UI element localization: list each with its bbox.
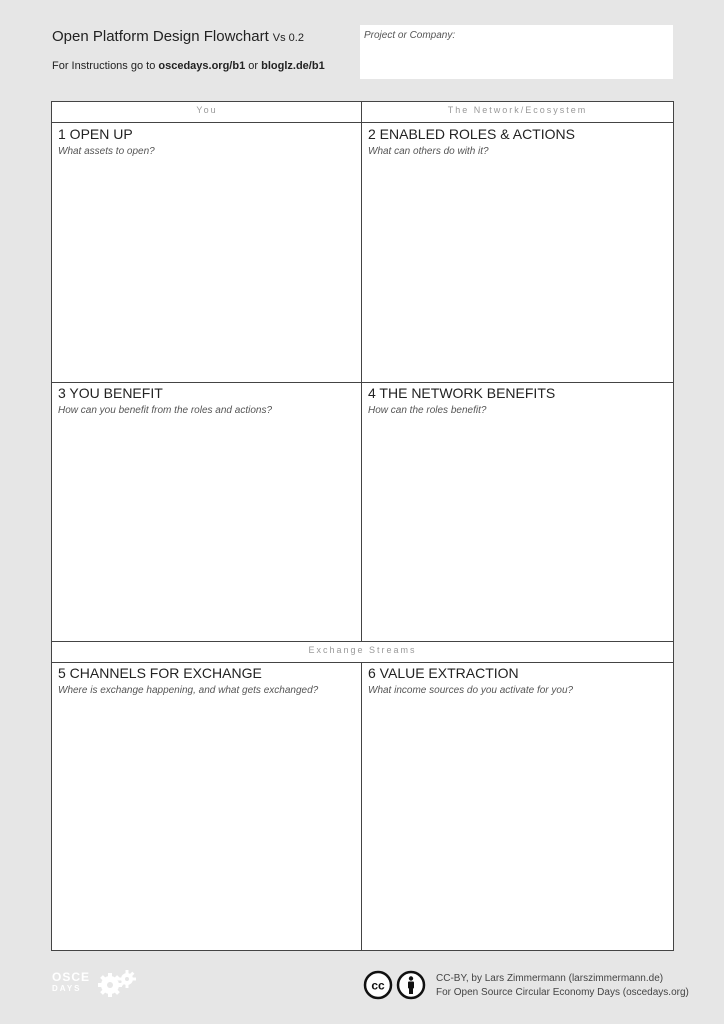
cell-enabled-roles[interactable]	[368, 126, 666, 376]
cell-question: What income sources do you activate for you?	[368, 685, 574, 696]
cell-question: How can you benefit from the roles and actions?	[58, 405, 273, 416]
cell-channels-exchange[interactable]	[58, 665, 354, 945]
cell-title: 3 YOU BENEFIT	[58, 385, 163, 401]
column-header-you: You	[196, 105, 218, 115]
title-text: Open Platform Design Flowchart	[52, 28, 269, 45]
cell-title: 6 VALUE EXTRACTION	[368, 665, 519, 681]
cell-network-benefits[interactable]	[368, 385, 666, 635]
cc-by-icons	[363, 970, 427, 1000]
project-field[interactable]	[360, 25, 673, 79]
logo-line-2: DAYS	[52, 984, 82, 993]
instructions-line	[52, 60, 325, 72]
attribution-person-icon	[398, 972, 424, 998]
cell-you-benefit[interactable]	[58, 385, 354, 635]
divider	[361, 662, 362, 950]
logo-text	[52, 971, 90, 995]
cell-question: What can others do with it?	[368, 146, 489, 157]
cc-icon	[365, 972, 391, 998]
divider	[52, 662, 673, 663]
cell-question: What assets to open?	[58, 146, 155, 157]
flowchart-grid	[51, 101, 674, 951]
page-title	[52, 28, 304, 45]
svg-text:cc: cc	[371, 978, 385, 993]
cell-title: 2 ENABLED ROLES & ACTIONS	[368, 126, 575, 142]
cell-title: 1 OPEN UP	[58, 126, 133, 142]
bloglz-link[interactable]: bloglz.de/b1	[261, 60, 325, 72]
credit-line-2: For Open Source Circular Economy Days (oscedays.org)	[436, 987, 689, 998]
divider	[361, 102, 362, 641]
gear-cluster-icon	[98, 969, 140, 999]
logo-line-1: OSCE	[52, 970, 91, 984]
column-header-network: The Network/Ecosystem	[447, 105, 588, 115]
version-label: Vs 0.2	[272, 32, 304, 44]
divider	[52, 122, 673, 123]
project-label: Project or Company:	[364, 30, 456, 41]
cell-value-extraction[interactable]	[368, 665, 666, 945]
exchange-streams-header: Exchange Streams	[308, 645, 417, 655]
oscedays-link[interactable]: oscedays.org/b1	[158, 60, 246, 72]
osce-days-logo	[52, 969, 142, 999]
instructions-prefix: For Instructions go to	[52, 60, 156, 72]
or-text: or	[248, 60, 259, 72]
divider	[52, 382, 673, 383]
credits	[436, 972, 689, 1000]
credit-line-1: CC-BY, by Lars Zimmermann (larszimmermann.de)	[436, 973, 664, 984]
cell-title: 5 CHANNELS FOR EXCHANGE	[58, 665, 262, 681]
cell-title: 4 THE NETWORK BENEFITS	[368, 385, 556, 401]
cell-question: Where is exchange happening, and what gets exchanged?	[58, 685, 319, 696]
cell-question: How can the roles benefit?	[368, 405, 487, 416]
cell-open-up[interactable]	[58, 126, 354, 376]
